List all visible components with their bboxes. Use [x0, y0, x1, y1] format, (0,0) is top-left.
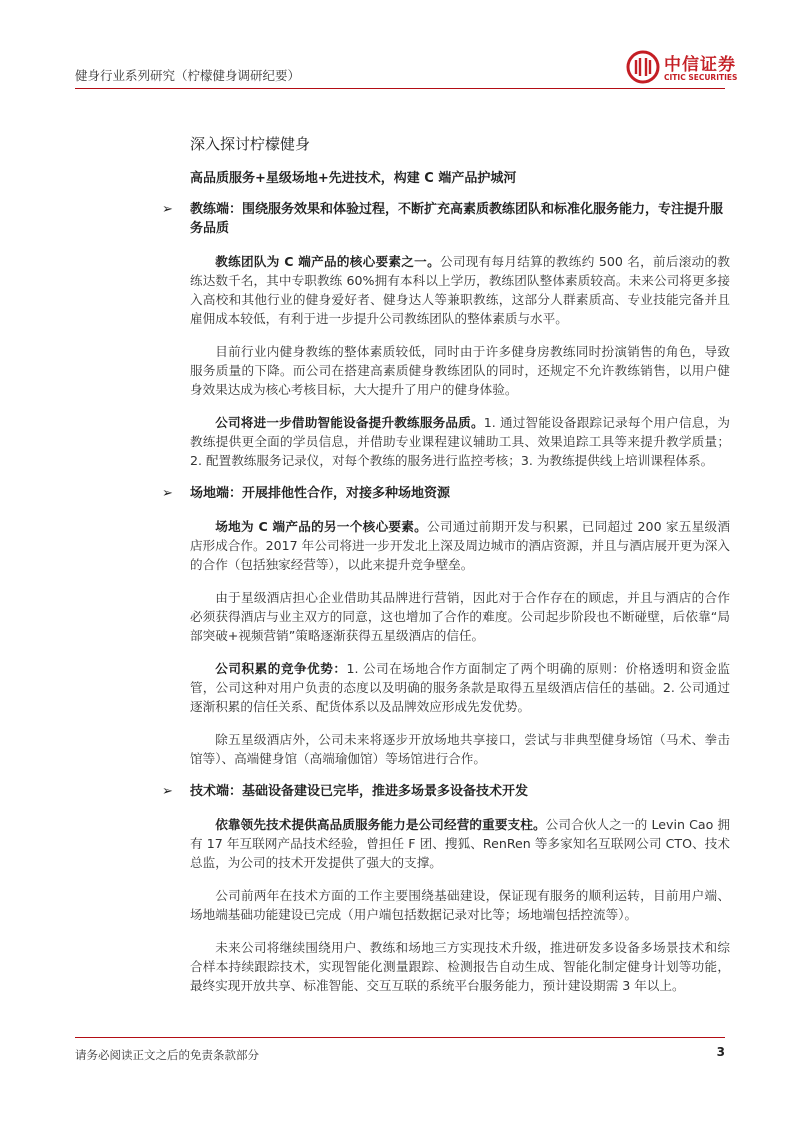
bullet-heading-text: 技术端：基础设备建设已完毕，推进多场景多设备技术开发 [190, 784, 529, 799]
bullet-heading-coach [162, 200, 730, 238]
logo-text-cn: 中信证券 [664, 55, 736, 75]
bullet-arrow-icon: ➢ [162, 784, 173, 799]
paragraph-text: 公司合伙人之一的 Levin Cao 拥有 17 年互联网产品技术经验，曾担任 F 团、搜狐、RenRen 等多家知名互联网公司 CTO、技术总监，为公司的技术开发提供了强大的支撑。 [190, 817, 731, 870]
citic-logo-icon [626, 50, 660, 84]
bullet-heading-venue [162, 484, 730, 503]
logo-text-en: CITIC SECURITIES [664, 73, 738, 82]
paragraph: 除五星级酒店外，公司未来将逐步开放场地共享接口，尝试与非典型健身场馆（马术、拳击馆等）、高端健身馆（高端瑜伽馆）等场馆进行合作。 [190, 732, 730, 766]
paragraph [190, 413, 730, 470]
paragraph: 未来公司将继续围绕用户、教练和场地三方实现技术升级，推进研发多设备多场景技术和综合样本持续跟踪技术，实现智能化测量跟踪、检测报告自动生成、智能化制定健身计划等功能，最终实现开放共享、标准智能、交互互联的系统平台服务能力，预计建设期需 3 年以上。 [190, 940, 730, 993]
bullet-heading-text: 教练端：围绕服务效果和体验过程，不断扩充高素质教练团队和标准化服务能力，专注提升服务品质 [190, 202, 724, 236]
section-title: 深入探讨柠檬健身 [190, 135, 311, 153]
paragraph [190, 517, 730, 574]
bullet-heading-tech [162, 782, 730, 801]
paragraph-text: 1. 公司在场地合作方面制定了两个明确的原则：价格透明和资金监管，公司这种对用户负责的态度以及明确的服务条款是取得五星级酒店信任的基础。2. 公司通过逐渐积累的信任关系、配货体系以及品牌效应形成先发优势。 [190, 661, 730, 714]
paragraph [190, 252, 730, 328]
footer-divider [75, 1037, 725, 1038]
paragraph [190, 659, 730, 716]
document-body [162, 133, 731, 1009]
footer-disclaimer: 请务必阅读正文之后的免责条款部分 [75, 1048, 259, 1062]
section-subtitle: 高品质服务+星级场地+先进技术，构建 C 端产品护城河 [190, 171, 517, 186]
citic-logo [626, 48, 746, 92]
paragraph-lead: 公司将进一步借助智能设备提升教练服务品质。 [215, 415, 484, 430]
bullet-arrow-icon: ➢ [162, 486, 173, 501]
header-title: 健身行业系列研究（柠檬健身调研纪要） [75, 68, 301, 83]
paragraph-text: 公司现有每月结算的教练约 500 名，前后滚动的教练达数千名，其中专职教练 60%拥有本科以上学历，教练团队整体素质较高。未来公司将更多接入高校和其他行业的健身爱好者、健身达人等兼职教练，这部分人群素质高、专业技能完备并且雇佣成本较低，有利于进一步提升公司教练团队的整体素质与水平。 [190, 254, 730, 326]
bullet-heading-text: 场地端：开展排他性合作，对接多种场地资源 [190, 486, 451, 501]
page-number: 3 [716, 1045, 725, 1059]
paragraph: 公司前两年在技术方面的工作主要围绕基础建设，保证现有服务的顺利运转，目前用户端、场地端基础功能建设已完成（用户端包括数据记录对比等；场地端包括控流等）。 [190, 888, 730, 922]
paragraph-lead: 场地为 C 端产品的另一个核心要素。 [215, 519, 428, 534]
paragraph-text: 公司通过前期开发与积累，已同超过 200 家五星级酒店形成合作。2017 年公司将进一步开发北上深及周边城市的酒店资源，并且与酒店展开更为深入的合作（包括独家经营等），以此来提升竞争壁垒。 [190, 519, 731, 572]
paragraph-lead: 公司积累的竞争优势： [215, 661, 347, 676]
paragraph-lead: 依靠领先技术提供高品质服务能力是公司经营的重要支柱。 [215, 817, 546, 832]
paragraph-text: 1. 通过智能设备跟踪记录每个用户信息，为教练提供更全面的学员信息，并借助专业课程建议辅助工具、效果追踪工具等来提升教学质量；2. 配置教练服务记录仪，对每个教练的服务进行监控考核；3. 为教练提供线上培训课程体系。 [190, 415, 730, 468]
bullet-arrow-icon: ➢ [162, 202, 173, 217]
paragraph [190, 815, 730, 872]
paragraph: 目前行业内健身教练的整体素质较低，同时由于许多健身房教练同时扮演销售的角色，导致服务质量的下降。而公司在搭建高素质健身教练团队的同时，还规定不允许教练销售，以用户健身效果达成为核心考核目标，大大提升了用户的健身体验。 [190, 344, 730, 397]
paragraph-lead: 教练团队为 C 端产品的核心要素之一。 [215, 254, 440, 269]
header-divider [75, 88, 725, 89]
paragraph: 由于星级酒店担心企业借助其品牌进行营销，因此对于合作存在的顾虑，并且与酒店的合作必须获得酒店与业主双方的同意，这也增加了合作的难度。公司起步阶段也不断碰壁，后依靠“局部突破+视频营销”策略逐渐获得五星级酒店的信任。 [190, 590, 730, 643]
